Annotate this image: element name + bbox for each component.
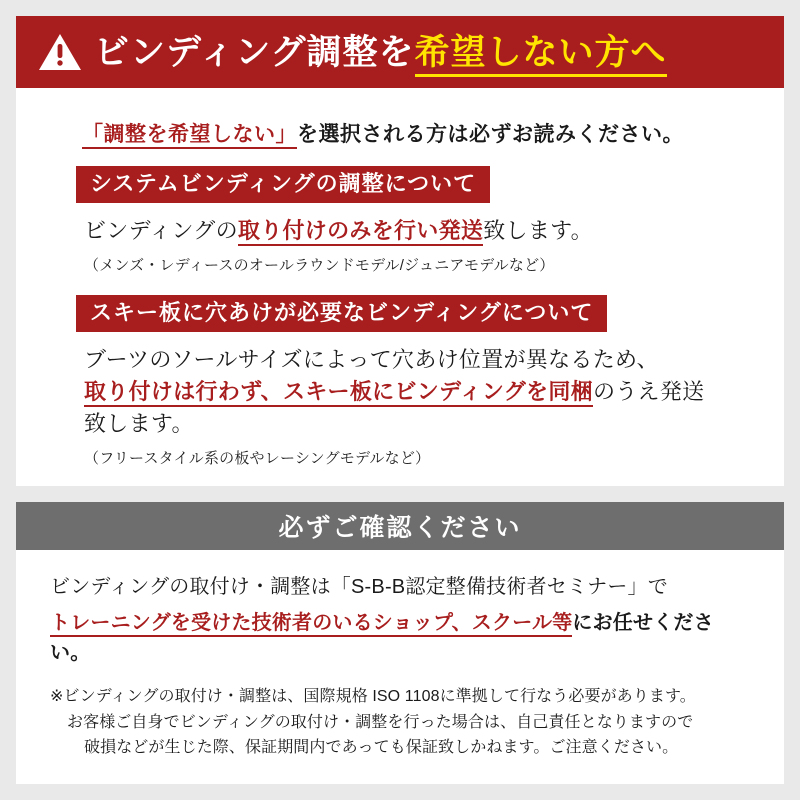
gray-banner-header: 必ずご確認ください: [16, 502, 784, 550]
fine-print: [50, 684, 754, 761]
section-1-note: （メンズ・レディースのオールラウンドモデル/ジュニアモデルなど）: [84, 257, 555, 275]
fine-print-line-1: ※ビンディングの取付け・調整は、国際規格 ISO 1108に準拠して行なう必要があります。: [50, 688, 696, 705]
section-2-line-3: 致します。: [84, 411, 194, 437]
section-2-line-2-post: のうえ発送: [592, 379, 705, 405]
bottom-line-2: [50, 608, 754, 668]
fine-print-line-2: お客様ご自身でビンディングの取付け・調整を行った場合は、自己責任となりますので: [67, 713, 694, 731]
bottom-card-body: [16, 550, 784, 761]
banner-title-highlight: 希望しない方へ: [415, 33, 667, 77]
section-1-marked: 取り付けのみを行い発送: [238, 218, 483, 246]
section-1-post: 致します。: [483, 218, 593, 244]
section-drilling-binding: [42, 295, 758, 468]
top-card-body: [16, 88, 784, 478]
banner-title: [94, 32, 667, 72]
lead-quoted-option: 「調整を希望しない」: [82, 123, 297, 149]
section-2-line-2: [84, 376, 758, 408]
section-2-body: [84, 344, 758, 468]
section-1-pre: ビンディングの: [84, 218, 238, 244]
banner-title-plain: ビンディング調整を: [94, 32, 415, 72]
binding-adjustment-card: [16, 16, 784, 486]
lead-rest: を選択される方は必ずお読みください。: [297, 123, 684, 146]
section-2-marked: 取り付けは行わず、スキー板にビンディングを同梱: [84, 379, 593, 407]
section-1-body: [84, 215, 758, 275]
red-banner-header: [16, 16, 784, 88]
fine-print-line-3: 破損などが生じた際、保証期間内であっても保証致しかねます。ご注意ください。: [84, 739, 679, 757]
section-2-note: （フリースタイル系の板やレーシングモデルなど）: [84, 449, 431, 467]
confirmation-card: [16, 502, 784, 784]
section-1-heading: システムビンディングの調整について: [76, 166, 490, 203]
section-2-line-1: ブーツのソールサイズによって穴あけ位置が異なるため、: [84, 347, 659, 373]
bottom-line-2-post: にお任せください。: [50, 612, 714, 664]
warning-triangle-icon: [38, 32, 82, 72]
section-spacer: [42, 275, 758, 295]
bottom-line-1: ビンディングの取付け・調整は「S-B-B認定整備技術者セミナー」で: [50, 576, 668, 598]
section-system-binding: [42, 166, 758, 275]
section-1-main-line: [84, 215, 758, 247]
section-2-heading: スキー板に穴あけが必要なビンディングについて: [76, 295, 607, 332]
bottom-line-2-marked: トレーニングを受けた技術者のいるショップ、スクール等: [50, 612, 572, 637]
lead-sentence: [82, 118, 758, 148]
